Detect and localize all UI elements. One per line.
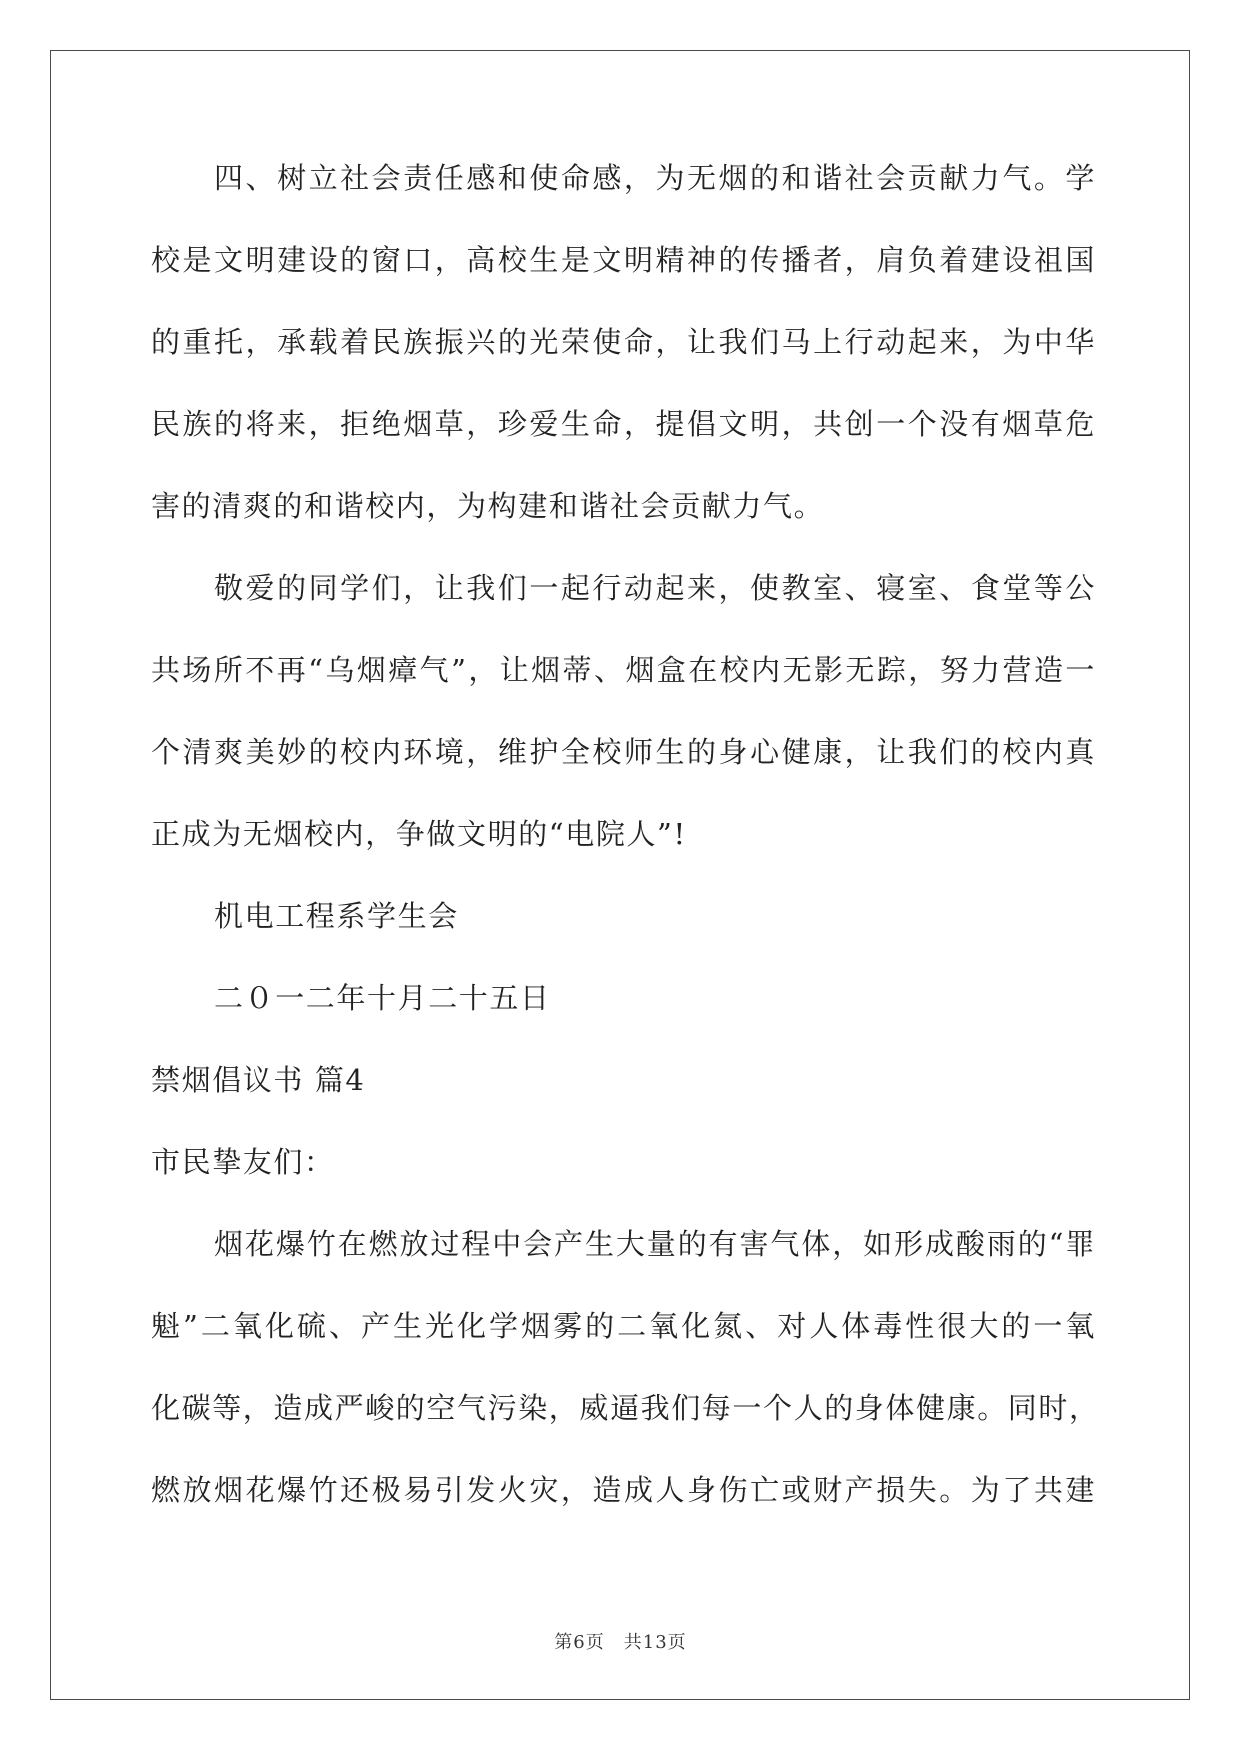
signature-date: 二０一二年十月二十五日 — [214, 981, 551, 1015]
page-number: 第6页 共13页 — [554, 1632, 687, 1653]
paragraph-line: 民族的将来，拒绝烟草，珍爱生命，提倡文明，共创一个没有烟草危 — [151, 407, 1096, 441]
paragraph-line: 燃放烟花爆竹还极易引发火灾，造成人身伤亡或财产损失。为了共建 — [151, 1473, 1096, 1507]
paragraph-line: 正成为无烟校内，争做文明的“电院人”! — [151, 817, 687, 851]
paragraph-line: 敬爱的同学们，让我们一起行动起来，使教室、寝室、食堂等公 — [214, 571, 1096, 605]
paragraph-line: 共场所不再“乌烟瘴气”，让烟蒂、烟盒在校内无影无踪，努力营造一 — [151, 653, 1096, 687]
document-body — [151, 158, 1100, 1552]
paragraph-line: 烟花爆竹在燃放过程中会产生大量的有害气体，如形成酸雨的“罪 — [214, 1227, 1096, 1261]
paragraph-line: 校是文明建设的窗口，高校生是文明精神的传播者，肩负着建设祖国 — [151, 243, 1096, 277]
signature-org: 机电工程系学生会 — [214, 899, 459, 933]
section-title: 禁烟倡议书 篇4 — [151, 1063, 366, 1097]
paragraph-line: 的重托，承载着民族振兴的光荣使命，让我们马上行动起来，为中华 — [151, 325, 1096, 359]
paragraph-line: 化碳等，造成严峻的空气污染，威逼我们每一个人的身体健康。同时， — [151, 1391, 1100, 1425]
paragraph-line: 四、树立社会责任感和使命感，为无烟的和谐社会贡献力气。学 — [214, 161, 1096, 195]
paragraph-line: 个清爽美妙的校内环境，维护全校师生的身心健康，让我们的校内真 — [151, 735, 1096, 769]
salutation: 市民挚友们： — [151, 1145, 335, 1179]
paragraph-line: 害的清爽的和谐校内，为构建和谐社会贡献力气。 — [151, 489, 825, 523]
paragraph-line: 魁”二氧化硫、产生光化学烟雾的二氧化氮、对人体毒性很大的一氧 — [151, 1309, 1096, 1343]
